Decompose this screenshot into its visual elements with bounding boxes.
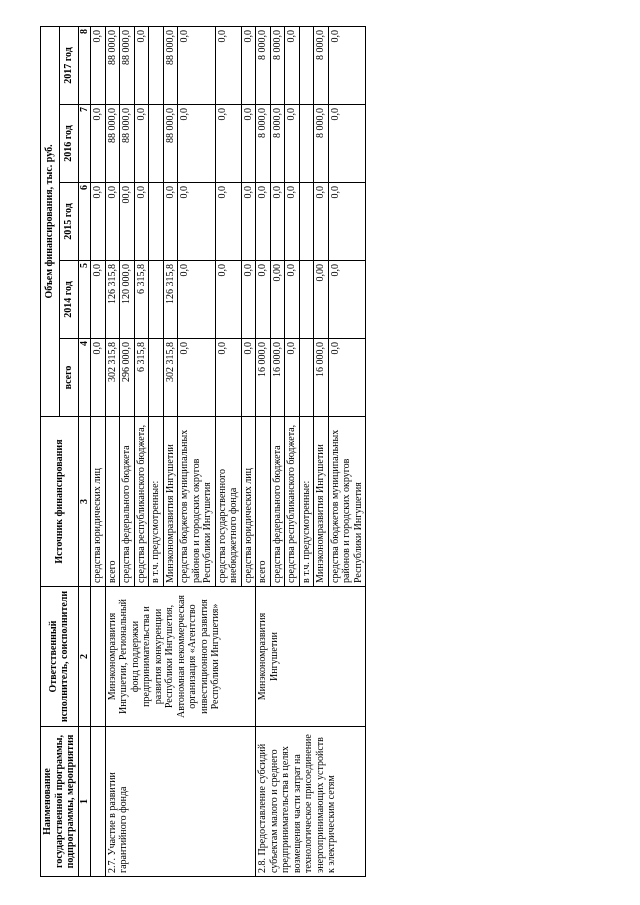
value-cell: 0,0 — [163, 183, 178, 261]
value-cell: 120 000,0 — [120, 261, 135, 339]
rotated-table-container — [40, 27, 600, 877]
value-cell: 8 000,0 — [270, 26, 285, 104]
value-cell: 0,0 — [328, 183, 366, 261]
source-cell: средства бюджетов муниципальных районов и городских округов Республики Ингушетия — [178, 417, 216, 587]
value-cell: 0,0 — [134, 105, 149, 183]
value-cell: 0,0 — [256, 261, 271, 339]
value-cell: 0,0 — [241, 183, 256, 261]
value-cell: 0,0 — [285, 261, 300, 339]
value-cell — [149, 26, 164, 104]
value-cell — [149, 183, 164, 261]
value-cell: 0,0 — [91, 105, 106, 183]
header-year: 2014 год — [59, 261, 78, 339]
value-cell: 8 000,0 — [256, 26, 271, 104]
table-row — [256, 26, 271, 876]
value-cell: 0,0 — [285, 26, 300, 104]
index-cell: 6 — [78, 183, 91, 261]
value-cell: 0,0 — [215, 26, 241, 104]
value-cell: 126 315,8 — [105, 261, 120, 339]
table-row — [91, 26, 106, 876]
value-cell: 0,0 — [91, 339, 106, 417]
value-cell: 88 000,0 — [120, 26, 135, 104]
source-cell: средства федерального бюджета — [120, 417, 135, 587]
value-cell: 88 000,0 — [120, 105, 135, 183]
value-cell: 8 000,0 — [256, 105, 271, 183]
index-cell: 7 — [78, 105, 91, 183]
value-cell: 6 315,8 — [134, 339, 149, 417]
value-cell: 0,0 — [215, 261, 241, 339]
value-cell: 126 315,8 — [163, 261, 178, 339]
value-cell: 16 000,0 — [256, 339, 271, 417]
value-cell: 8 000,0 — [270, 105, 285, 183]
financing-table — [40, 26, 366, 877]
value-cell: 0,00 — [314, 261, 329, 339]
index-cell: 2 — [78, 587, 91, 727]
header-source: Источник финансирования — [41, 417, 79, 587]
value-cell: 0,0 — [178, 105, 216, 183]
value-cell: 0,0 — [178, 183, 216, 261]
value-cell — [299, 339, 314, 417]
value-cell: 0,0 — [241, 105, 256, 183]
value-cell: 0,0 — [91, 261, 106, 339]
item-name-cell: 2.7. Участие в развитии гарантийного фонда — [105, 727, 256, 877]
value-cell: 0,0 — [241, 261, 256, 339]
value-cell: 0,0 — [328, 339, 366, 417]
value-cell: 0,0 — [178, 339, 216, 417]
value-cell: 0,0 — [285, 183, 300, 261]
value-cell: 0,0 — [178, 261, 216, 339]
source-cell: средства юридических лиц — [241, 417, 256, 587]
table-row — [105, 26, 120, 876]
index-cell: 3 — [78, 417, 91, 587]
header-name: Наименование государственной программы, подпрограммы, мероприятия — [41, 727, 79, 877]
header-row-1 — [41, 26, 60, 876]
value-cell: 88 000,0 — [163, 105, 178, 183]
value-cell — [299, 105, 314, 183]
value-cell: 0,0 — [328, 26, 366, 104]
header-year: 2016 год — [59, 105, 78, 183]
index-row — [78, 26, 91, 876]
value-cell — [149, 261, 164, 339]
source-cell: Минэкономразвития Ингушетии — [314, 417, 329, 587]
value-cell: 16 000,0 — [270, 339, 285, 417]
index-cell: 4 — [78, 339, 91, 417]
value-cell: 0,0 — [91, 26, 106, 104]
header-total: всего — [59, 339, 78, 417]
value-cell: 0,0 — [314, 183, 329, 261]
table-body — [91, 26, 366, 876]
value-cell: 302 315,8 — [105, 339, 120, 417]
header-year: 2015 год — [59, 183, 78, 261]
source-cell: всего — [105, 417, 120, 587]
value-cell — [149, 339, 164, 417]
source-cell: всего — [256, 417, 271, 587]
name-cell — [91, 727, 106, 877]
value-cell: 296 000,0 — [120, 339, 135, 417]
source-cell: средства бюджетов муниципальных районов и городских округов Республики Ингушетия — [328, 417, 366, 587]
source-cell: в т.ч. предусмотренные: — [299, 417, 314, 587]
value-cell — [149, 105, 164, 183]
source-cell: средства федерального бюджета — [270, 417, 285, 587]
value-cell: 88 000,0 — [163, 26, 178, 104]
value-cell: 0,0 — [285, 339, 300, 417]
index-cell: 5 — [78, 261, 91, 339]
source-cell: средства республиканского бюджета, — [285, 417, 300, 587]
value-cell: 16 000,0 — [314, 339, 329, 417]
value-cell: 0,0 — [105, 183, 120, 261]
value-cell: 88 000,0 — [105, 105, 120, 183]
source-cell: Минэкономразвития Ингушетии — [163, 417, 178, 587]
value-cell: 0,0 — [256, 183, 271, 261]
responsible-cell — [91, 587, 106, 727]
value-cell: 0,0 — [328, 105, 366, 183]
value-cell: 0,0 — [270, 183, 285, 261]
item-responsible-cell: Минэкономразвития Ингушетии, Региональный фонд поддержки предпринимательства и развития конкуренции Республики Ингушетия, Автономная некоммерческая организация «Агентство инвестиционного развития Республики Ингушетия» — [105, 587, 256, 727]
value-cell: 8 000,0 — [314, 26, 329, 104]
item-responsible-cell: Минэкономразвития Ингушетии — [256, 587, 366, 727]
index-cell: 8 — [78, 26, 91, 104]
value-cell: 0,0 — [241, 26, 256, 104]
value-cell: 00,0 — [120, 183, 135, 261]
value-cell: 0,0 — [215, 183, 241, 261]
value-cell: 0,0 — [215, 105, 241, 183]
value-cell: 6 315,8 — [134, 261, 149, 339]
source-cell: средства государственного внебюджетного фонда — [215, 417, 241, 587]
source-cell: в т.ч. предусмотренные: — [149, 417, 164, 587]
source-cell: средства юридических лиц — [91, 417, 106, 587]
value-cell: 0,0 — [134, 26, 149, 104]
value-cell: 302 315,8 — [163, 339, 178, 417]
value-cell — [299, 261, 314, 339]
value-cell: 0,0 — [91, 183, 106, 261]
value-cell: 88 000,0 — [105, 26, 120, 104]
value-cell: 0,0 — [241, 339, 256, 417]
header-responsible: Ответственный исполнитель, соисполнители — [41, 587, 79, 727]
value-cell: 0,0 — [134, 183, 149, 261]
value-cell: 8 000,0 — [314, 105, 329, 183]
value-cell — [299, 26, 314, 104]
header-year: 2017 год — [59, 26, 78, 104]
value-cell: 0,0 — [285, 105, 300, 183]
source-cell: средства республиканского бюджета, — [134, 417, 149, 587]
value-cell: 0,0 — [328, 261, 366, 339]
value-cell — [299, 183, 314, 261]
value-cell: 0,0 — [178, 26, 216, 104]
header-volume: Объем финансирования, тыс. руб. — [41, 26, 60, 416]
item-name-cell: 2.8. Предоставление субсидий субъектам малого и среднего предпринимательства в целях возмещения части затрат на технологическое присоединение энергопринимающих устройств к электрическим сетям — [256, 727, 366, 877]
value-cell: 0,0 — [215, 339, 241, 417]
index-cell: 1 — [78, 727, 91, 877]
value-cell: 0,00 — [270, 261, 285, 339]
